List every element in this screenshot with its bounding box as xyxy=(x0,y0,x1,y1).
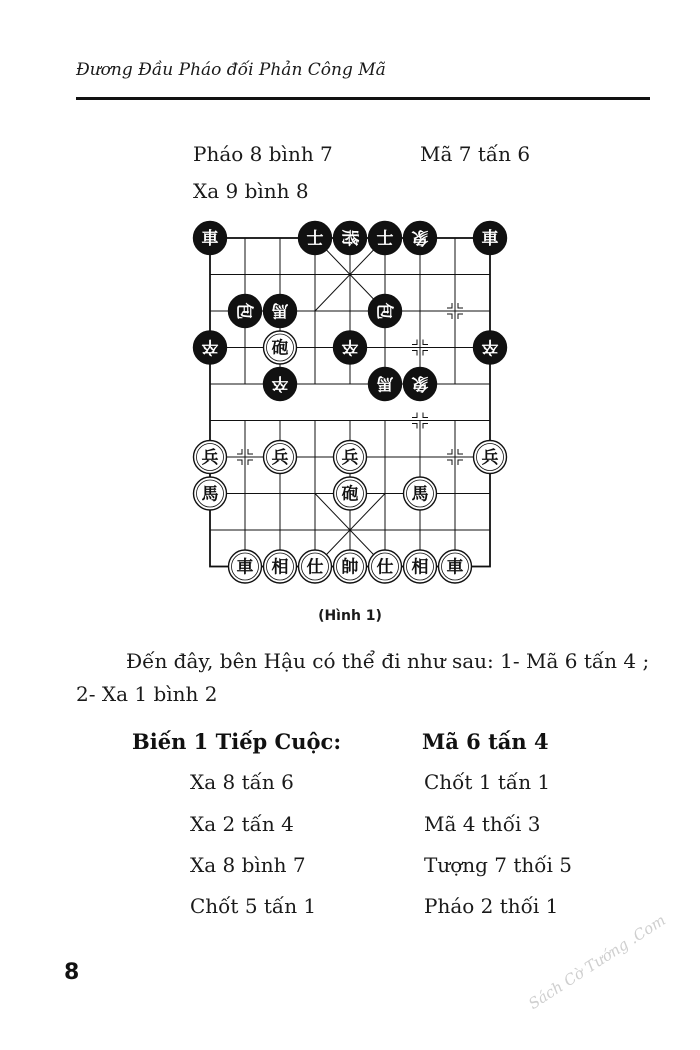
position-marker xyxy=(248,449,253,454)
position-marker xyxy=(423,340,428,345)
red-soldier-glyph: 兵 xyxy=(201,448,219,468)
black-elephant-glyph: 象 xyxy=(411,227,429,247)
position-marker xyxy=(237,460,242,465)
position-marker xyxy=(412,413,417,418)
black-cannon-glyph: 包 xyxy=(234,302,254,320)
black-advisor-piece xyxy=(369,222,402,255)
position-marker xyxy=(458,460,463,465)
position-marker xyxy=(447,314,452,319)
position-marker xyxy=(412,424,417,429)
red-advisor-piece xyxy=(299,550,332,583)
position-marker xyxy=(423,351,428,356)
variation-move-1-right: Chốt 1 tấn 1 xyxy=(424,770,551,794)
black-horse-glyph: 馬 xyxy=(376,373,394,393)
position-marker xyxy=(447,460,452,465)
red-horse-glyph: 馬 xyxy=(201,484,219,505)
position-marker xyxy=(412,340,417,345)
xiangqi-board xyxy=(190,215,510,585)
black-horse-piece xyxy=(264,295,297,328)
black-general-glyph: 將 xyxy=(339,229,359,247)
variation-move-3-left: Xa 8 bình 7 xyxy=(190,853,306,877)
variation-move-2-left: Xa 2 tấn 4 xyxy=(190,812,294,836)
black-cannon-piece xyxy=(369,295,402,328)
board-diagram xyxy=(190,215,510,585)
variation-move-4-right: Pháo 2 thối 1 xyxy=(424,894,559,918)
position-marker xyxy=(423,424,428,429)
red-cannon-glyph: 砲 xyxy=(271,338,289,359)
red-chariot-piece xyxy=(229,550,262,583)
red-chariot-piece xyxy=(439,550,472,583)
red-advisor-piece xyxy=(369,550,402,583)
body-paragraph: Đến đây, bên Hậu có thể đi như sau: 1- Mã 6 tấn 4 ; 2- Xa 1 bình 2 xyxy=(76,649,650,706)
red-soldier-glyph: 兵 xyxy=(481,448,499,468)
red-elephant-glyph: 相 xyxy=(411,557,429,578)
red-advisor-glyph: 仕 xyxy=(306,557,324,578)
position-marker xyxy=(237,449,242,454)
variation-move-1-left: Xa 8 tấn 6 xyxy=(190,770,294,794)
position-marker xyxy=(458,314,463,319)
black-elephant-glyph: 象 xyxy=(411,373,429,393)
red-soldier-piece xyxy=(264,441,297,474)
black-soldier-piece xyxy=(474,331,507,364)
header-rule xyxy=(76,97,650,100)
black-soldier-piece xyxy=(194,331,227,364)
red-horse-piece xyxy=(194,477,227,510)
red-soldier-glyph: 兵 xyxy=(271,448,289,468)
red-cannon-piece xyxy=(334,477,367,510)
red-soldier-piece xyxy=(334,441,367,474)
variation-move-3-right: Tượng 7 thối 5 xyxy=(424,853,573,877)
black-chariot-piece xyxy=(474,222,507,255)
red-horse-glyph: 馬 xyxy=(411,484,429,505)
move-line-1-left: Pháo 8 bình 7 xyxy=(193,142,333,166)
black-cannon-piece xyxy=(229,295,262,328)
position-marker xyxy=(458,449,463,454)
black-elephant-piece xyxy=(404,368,437,401)
move-line-2-left: Xa 9 bình 8 xyxy=(193,179,309,203)
red-chariot-glyph: 車 xyxy=(236,557,254,578)
black-chariot-glyph: 車 xyxy=(481,229,499,249)
black-soldier-glyph: 卒 xyxy=(481,336,499,357)
black-general-piece xyxy=(334,222,367,255)
black-horse-glyph: 馬 xyxy=(271,300,289,320)
red-elephant-piece xyxy=(264,550,297,583)
black-elephant-piece xyxy=(404,222,437,255)
black-cannon-glyph: 包 xyxy=(374,302,394,320)
variation-move-2-right: Mã 4 thối 3 xyxy=(424,812,541,836)
black-advisor-piece xyxy=(299,222,332,255)
red-chariot-glyph: 車 xyxy=(446,557,464,578)
variation-title: Biến 1 Tiếp Cuộc: xyxy=(132,729,342,754)
red-elephant-piece xyxy=(404,550,437,583)
figure-caption: (Hình 1) xyxy=(318,608,382,624)
black-soldier-glyph: 卒 xyxy=(201,336,219,357)
red-horse-piece xyxy=(404,477,437,510)
black-chariot-piece xyxy=(194,222,227,255)
red-soldier-piece xyxy=(194,441,227,474)
running-head: Đương Đầu Pháo đối Phản Công Mã xyxy=(76,60,386,80)
black-chariot-glyph: 車 xyxy=(201,229,219,249)
red-elephant-glyph: 相 xyxy=(271,557,289,578)
page-number: 8 xyxy=(64,960,80,985)
black-soldier-glyph: 卒 xyxy=(271,373,289,393)
black-advisor-glyph: 士 xyxy=(306,229,324,249)
red-advisor-glyph: 仕 xyxy=(376,557,394,578)
position-marker xyxy=(423,413,428,418)
position-marker xyxy=(412,351,417,356)
red-cannon-piece xyxy=(264,331,297,364)
position-marker xyxy=(447,449,452,454)
red-cannon-glyph: 砲 xyxy=(341,484,359,505)
position-marker xyxy=(458,303,463,308)
move-line-1-right: Mã 7 tấn 6 xyxy=(420,142,531,166)
black-soldier-piece xyxy=(334,331,367,364)
black-soldier-piece xyxy=(264,368,297,401)
black-advisor-glyph: 士 xyxy=(376,229,394,249)
watermark: Sách Cờ Tướng .Com xyxy=(525,910,669,1013)
position-marker xyxy=(248,460,253,465)
red-soldier-piece xyxy=(474,441,507,474)
red-general-glyph: 帥 xyxy=(341,557,359,578)
black-horse-piece xyxy=(369,368,402,401)
position-marker xyxy=(447,303,452,308)
red-soldier-glyph: 兵 xyxy=(341,448,359,468)
red-general-piece xyxy=(334,550,367,583)
variation-first-move: Mã 6 tấn 4 xyxy=(422,729,549,754)
variation-move-4-left: Chốt 5 tấn 1 xyxy=(190,894,317,918)
black-soldier-glyph: 卒 xyxy=(341,336,359,357)
